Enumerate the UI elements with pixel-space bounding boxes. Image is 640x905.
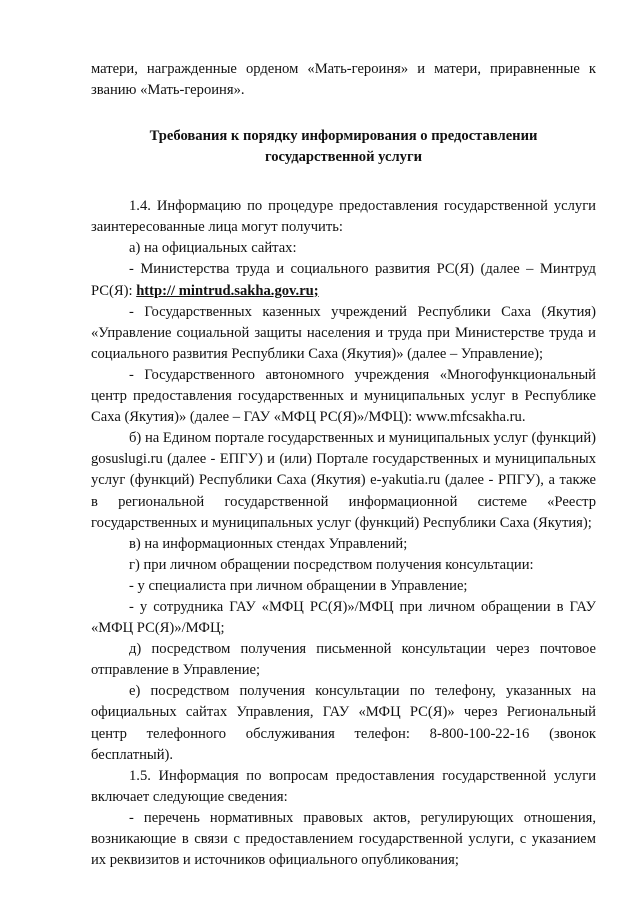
item-a-state-institutions: - Государственных казенных учреждений Республики Саха (Якутия) «Управление социальной защиты населения и труда при Министерстве труда и социального развития Республики Саха (Якутия)» (далее – Управление); xyxy=(91,303,596,362)
section-heading xyxy=(91,126,596,168)
item-g-mfc-employee: - у сотрудника ГАУ «МФЦ РС(Я)»/МФЦ при личном обращении в ГАУ «МФЦ РС(Я)»/МФЦ; xyxy=(91,598,596,637)
item-v-stands: в) на информационных стендах Управлений; xyxy=(129,535,408,552)
paragraph-1-5: 1.5. Информация по вопросам предоставления государственной услуги включает следующие сведения: xyxy=(91,767,596,805)
item-g-personal-visit: г) при личном обращении посредством получения консультации: xyxy=(129,556,534,573)
document-body xyxy=(91,59,596,871)
item-d-written: д) посредством получения письменной консультации через почтовое отправление в Управление; xyxy=(91,641,596,679)
section-heading-line-1: Требования к порядку информирования о предоставлении xyxy=(149,128,538,145)
paragraph-1-4: 1.4. Информацию по процедуре предоставления государственной услуги заинтересованные лица могут получить: xyxy=(91,198,596,236)
section-heading-line-2: государственной услуги xyxy=(264,149,423,166)
item-a-official-sites: а) на официальных сайтах: xyxy=(129,240,297,257)
intro-paragraph: матери, награжденные орденом «Мать-героиня» и матери, приравненные к званию «Мать-героиня». xyxy=(91,61,596,99)
paragraph-1-5-item-1: - перечень нормативных правовых актов, регулирующих отношения, возникающие в связи с предоставлением государственной услуги, с указанием их реквизитов и источников официального опубликования; xyxy=(91,809,596,869)
item-b-portals: б) на Едином портале государственных и муниципальных услуг (функций) gosuslugi.ru (далее - ЕПГУ) и (или) Портале государственных и муниципальных услуг (функций) Республики Саха (Якутия) e-yakutia.ru (далее - РПГУ), а также в региональной государственной информационной системе «Реестр государственных и муниципальных услуг (функций) Республики Саха (Якутия); xyxy=(91,430,596,531)
item-a-mfc: - Государственного автономного учреждения «Многофункциональный центр предоставления государственных и муниципальных услуг в Республике Саха (Якутия)» (далее – ГАУ «МФЦ РС(Я)»/МФЦ): www.mfcsakha.ru. xyxy=(91,366,596,426)
item-a-ministry xyxy=(91,259,596,301)
item-g-specialist: - у специалиста при личном обращении в Управление; xyxy=(129,577,468,594)
item-a-ministry-text: - Министерства труда и социального развития РС(Я) (далее – Минтруд РС(Я): xyxy=(91,261,596,299)
mintrud-link[interactable]: http:// mintrud.sakha.gov.ru; xyxy=(136,282,319,299)
item-e-phone: е) посредством получения консультации по телефону, указанных на официальных сайтах Управления, ГАУ «МФЦ РС(Я)» через Региональный центр телефонного обслуживания телефон: 8-800-100-22-16 (звонок бесплатный). xyxy=(91,683,596,763)
